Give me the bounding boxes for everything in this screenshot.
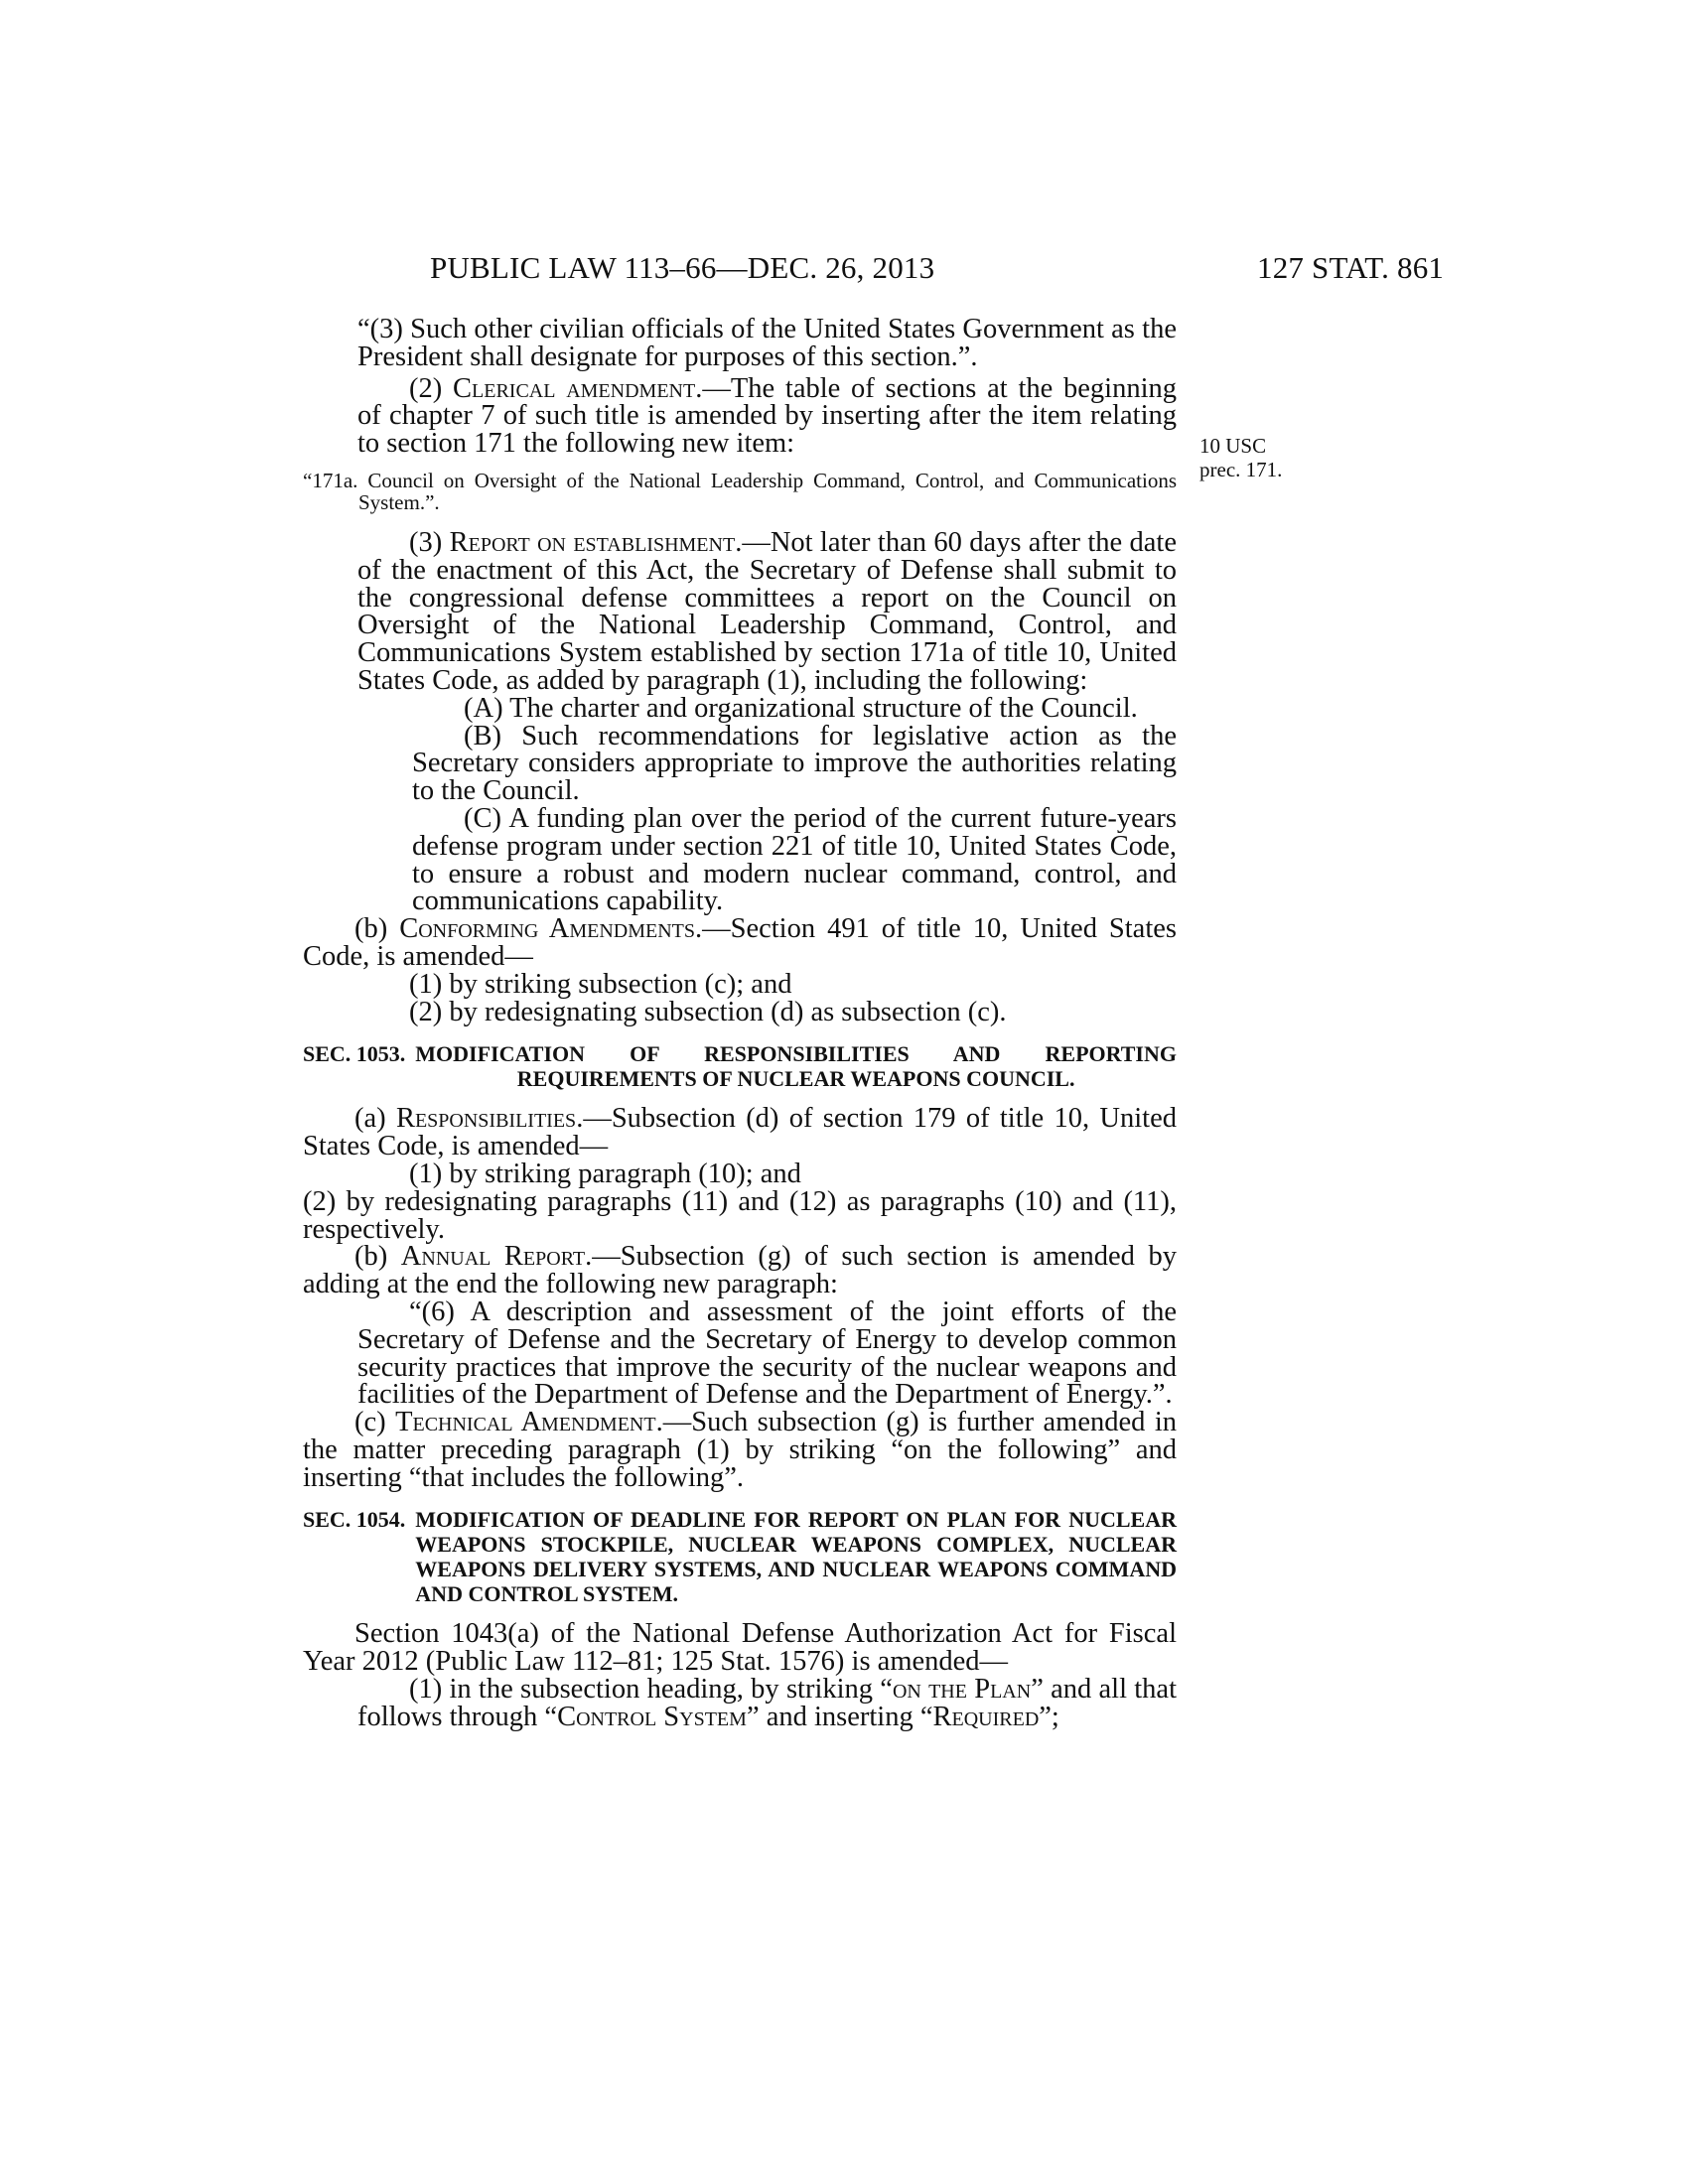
paragraph-text: .—Section 491 of title 10, United States Code, is amended—: [303, 913, 1177, 972]
paragraph-heading: Clerical amendment: [453, 372, 696, 404]
margin-citation-line1: 10 USC: [1199, 434, 1267, 458]
paragraph-clerical-amendment: [357, 372, 1178, 460]
conforming-item-2: (2) by redesignating subsection (d) as subsection (c).: [409, 996, 1007, 1027]
paragraph-heading: Report on establishment: [449, 526, 736, 558]
subparagraph-a: (A) The charter and organizational structure of the Council.: [464, 692, 1138, 724]
text-part: ”;: [1039, 1701, 1059, 1732]
subparagraph-c: (C) A funding plan over the period of the current future-years defense program under section 221 of title 10, United States Code, to ensure a robust and modern nuclear command, control, and communications capability.: [412, 802, 1177, 917]
paragraph-3-civilian-officials: [357, 316, 1177, 371]
paragraph-label: (3): [409, 526, 450, 558]
paragraph-label: (a): [354, 1103, 396, 1135]
section-1054-heading: [303, 1507, 1177, 1606]
small-caps-phrase-1: on the Plan: [892, 1674, 1032, 1706]
text-part: (1) in the subsection heading, by striking “: [409, 1674, 893, 1706]
table-of-sections-item: “171a. Council on Oversight of the National Leadership Command, Control, and Communications System.”.: [303, 468, 1177, 514]
section-title: MODIFICATION OF RESPONSIBILITIES AND REPORTING REQUIREMENTS OF NUCLEAR WEAPONS COUNCIL.: [415, 1041, 1177, 1092]
paragraph-text: .—Subsection (d) of section 179 of title 10, United States Code, is amended—: [303, 1103, 1177, 1162]
section-1053-a-2: (2) by redesignating paragraphs (11) and (12) as paragraphs (10) and (11), respectively.: [303, 1185, 1177, 1245]
section-1053-b: [303, 1243, 1177, 1298]
section-1053-heading: [303, 1041, 1177, 1091]
running-header-title: PUBLIC LAW 113–66—DEC. 26, 2013: [430, 250, 935, 285]
paragraph-label: (c): [354, 1407, 396, 1438]
paragraph-label: (b): [354, 913, 400, 945]
paragraph-heading: Conforming Amendments: [399, 913, 695, 945]
margin-citation-line2: prec. 171.: [1199, 458, 1283, 481]
paragraph-text: .—The table of sections at the beginning of chapter 7 of such title is amended by inserting after the item relating to section 171 the following new item:: [357, 372, 1178, 460]
paragraph-label: (b): [354, 1241, 401, 1273]
paragraph-text: .—Subsection (g) of such section is amended by adding at the end the following new paragraph:: [303, 1241, 1177, 1300]
paragraph-text: .—Not later than 60 days after the date of the enactment of this Act, the Secretary of Defense shall submit to the congressional defense committees a report on the Council on Oversight of the National Leadership Command, Control, and Communications System established by section 171a of title 10, United States Code, as added by paragraph (1), including the following:: [357, 526, 1177, 696]
paragraph-heading: Responsibilities: [395, 1103, 577, 1135]
paragraph-conforming-amendments: [303, 915, 1177, 971]
section-1054-item-1: [357, 1676, 1177, 1731]
section-1054-intro: Section 1043(a) of the National Defense Authorization Act for Fiscal Year 2012 (Public Law 112–81; 125 Stat. 1576) is amended—: [303, 1618, 1177, 1678]
small-caps-phrase-3: Required: [932, 1701, 1040, 1732]
paragraph-report-on-establishment: [357, 526, 1177, 696]
paragraph-text: “(3) Such other civilian officials of the United States Government as the President shall designate for purposes of this section.”.: [357, 314, 1177, 372]
text-part: ” and inserting “: [746, 1701, 933, 1732]
section-1053-b-6: “(6) A description and assessment of the joint efforts of the Secretary of Defense and the Secretary of Energy to develop common security practices that improve the security of the nuclear weapons and facilities of the Department of Defense and the Department of Energy.”.: [357, 1296, 1177, 1411]
paragraph-label: (2): [409, 372, 453, 404]
section-1053-c: [303, 1409, 1177, 1491]
paragraph-heading: Technical Amendment: [395, 1407, 656, 1438]
conforming-item-1: (1) by striking subsection (c); and: [409, 968, 792, 1000]
subparagraph-b: (B) Such recommendations for legislative action as the Secretary considers appropriate to improve the authorities relating to the Council.: [412, 720, 1177, 807]
section-1053-a-1: (1) by striking paragraph (10); and: [409, 1158, 801, 1189]
section-1053-a: [303, 1105, 1177, 1160]
section-title: MODIFICATION OF DEADLINE FOR REPORT ON PLAN FOR NUCLEAR WEAPONS STOCKPILE, NUCLEAR WEAPONS COMPLEX, NUCLEAR WEAPONS DELIVERY SYSTEMS, AND NUCLEAR WEAPONS COMMAND AND CONTROL SYSTEM.: [415, 1507, 1177, 1607]
document-body: [303, 316, 1177, 1731]
margin-citation: [1199, 434, 1282, 481]
running-header-page: 127 STAT. 861: [1257, 250, 1445, 285]
section-number: SEC. 1054.: [303, 1507, 406, 1533]
paragraph-text: .—Such subsection (g) is further amended in the matter preceding paragraph (1) by striking “on the following” and inserting “that includes the following”.: [303, 1407, 1177, 1493]
text-part: ” and all that follows through “: [357, 1674, 1177, 1732]
paragraph-heading: Annual Report: [400, 1241, 586, 1273]
small-caps-phrase-2: Control System: [557, 1701, 747, 1732]
section-number: SEC. 1053.: [303, 1041, 406, 1067]
